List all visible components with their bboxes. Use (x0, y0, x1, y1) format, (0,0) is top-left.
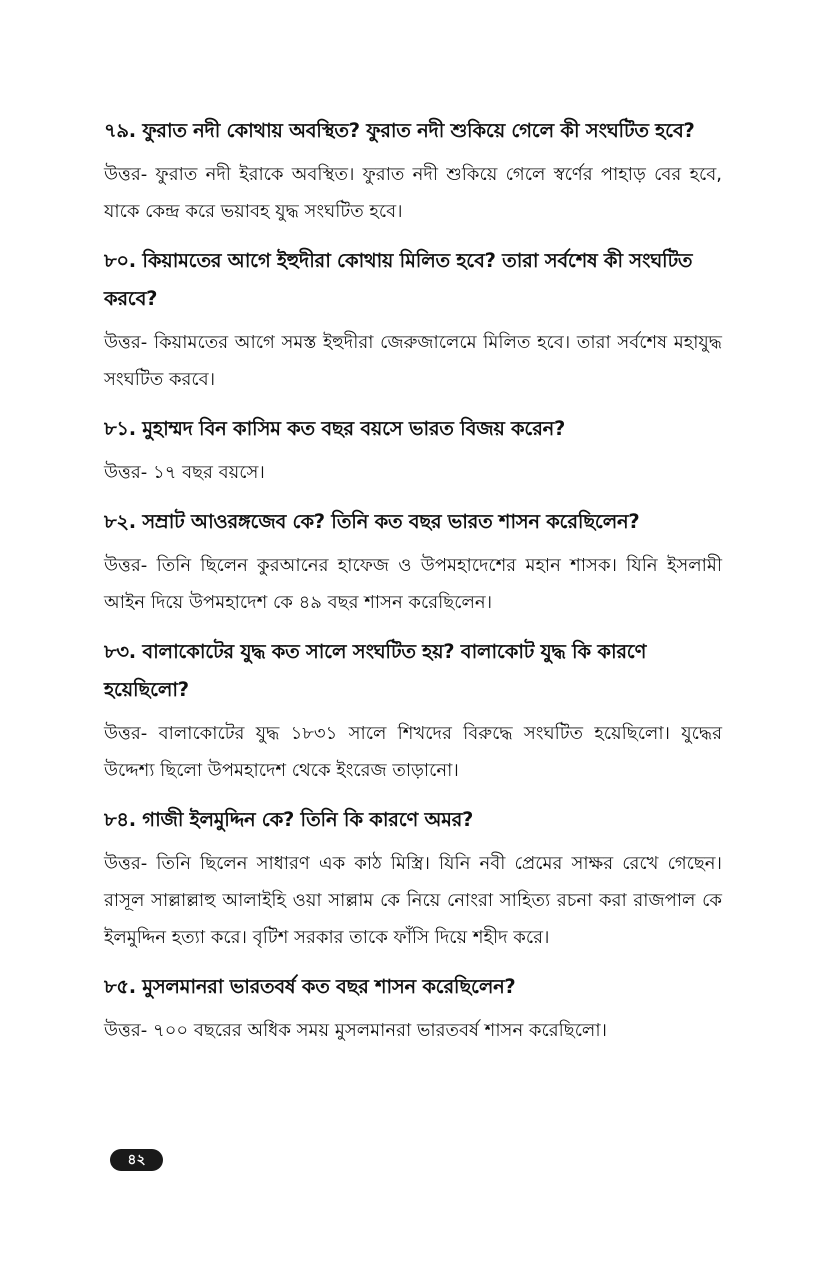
qa-item-82 (104, 503, 722, 621)
qa-item-81 (104, 410, 722, 491)
qa-item-85 (104, 968, 722, 1049)
answer: উত্তর- ৭০০ বছরের অধিক সময় মুসলমানরা ভারতবর্ষ শাসন করেছিলো। (104, 1020, 607, 1041)
answer: উত্তর- বালাকোটের যুদ্ধ ১৮৩১ সালে শিখদের বিরুদ্ধে সংঘটিত হয়েছিলো। যুদ্ধের উদ্দেশ্য ছিলো উপমহাদেশ থেকে ইংরেজ তাড়ানো। (104, 723, 722, 781)
qa-item-84 (104, 801, 722, 956)
question: ৮৪. গাজী ইলমুদ্দিন কে? তিনি কি কারণে অমর? (104, 808, 474, 831)
question: ৮০. কিয়ামতের আগে ইহুদীরা কোথায় মিলিত হবে? তারা সর্বশেষ কী সংঘটিত করবে? (104, 249, 693, 310)
question: ৮৫. মুসলমানরা ভারতবর্ষ কত বছর শাসন করেছিলেন? (104, 975, 516, 998)
answer: উত্তর- ফুরাত নদী ইরাকে অবস্থিত। ফুরাত নদী শুকিয়ে গেলে স্বর্ণের পাহাড় বের হবে, যাকে কেন্দ্র করে ভয়াবহ যুদ্ধ সংঘটিত হবে। (104, 164, 722, 222)
answer: উত্তর- ১৭ বছর বয়সে। (104, 462, 265, 483)
question: ৭৯. ফুরাত নদী কোথায় অবস্থিত? ফুরাত নদী শুকিয়ে গেলে কী সংঘটিত হবে? (104, 119, 695, 142)
qa-item-79 (104, 112, 722, 230)
answer: উত্তর- কিয়ামতের আগে সমস্ত ইহুদীরা জেরুজালেমে মিলিত হবে। তারা সর্বশেষ মহাযুদ্ধ সংঘটিত করবে। (104, 332, 722, 390)
answer: উত্তর- তিনি ছিলেন কুরআনের হাফেজ ও উপমহাদেশের মহান শাসক। যিনি ইসলামী আইন দিয়ে উপমহাদেশ কে ৪৯ বছর শাসন করেছিলেন। (104, 555, 722, 613)
qa-item-83 (104, 633, 722, 789)
question: ৮৩. বালাকোটের যুদ্ধ কত সালে সংঘটিত হয়? বালাকোট যুদ্ধ কি কারণে হয়েছিলো? (104, 640, 647, 701)
qa-item-80 (104, 242, 722, 398)
page-number-badge: ৪২ (110, 1149, 163, 1171)
question: ৮১. মুহাম্মদ বিন কাসিম কত বছর বয়সে ভারত বিজয় করেন? (104, 417, 566, 440)
question: ৮২. সম্রাট আওরঙ্গজেব কে? তিনি কত বছর ভারত শাসন করেছিলেন? (104, 510, 640, 533)
answer: উত্তর- তিনি ছিলেন সাধারণ এক কাঠ মিস্ত্রি। যিনি নবী প্রেমের সাক্ষর রেখে গেছেন। রাসূল সাল্লাল্লাহু আলাইহি ওয়া সাল্লাম কে নিয়ে নোংরা সাহিত্য রচনা করা রাজপাল কে ইলমুদ্দিন হত্যা করে। বৃটিশ সরকার তাকে ফাঁসি দিয়ে শহীদ করে। (104, 853, 722, 948)
page-content (104, 112, 722, 1061)
